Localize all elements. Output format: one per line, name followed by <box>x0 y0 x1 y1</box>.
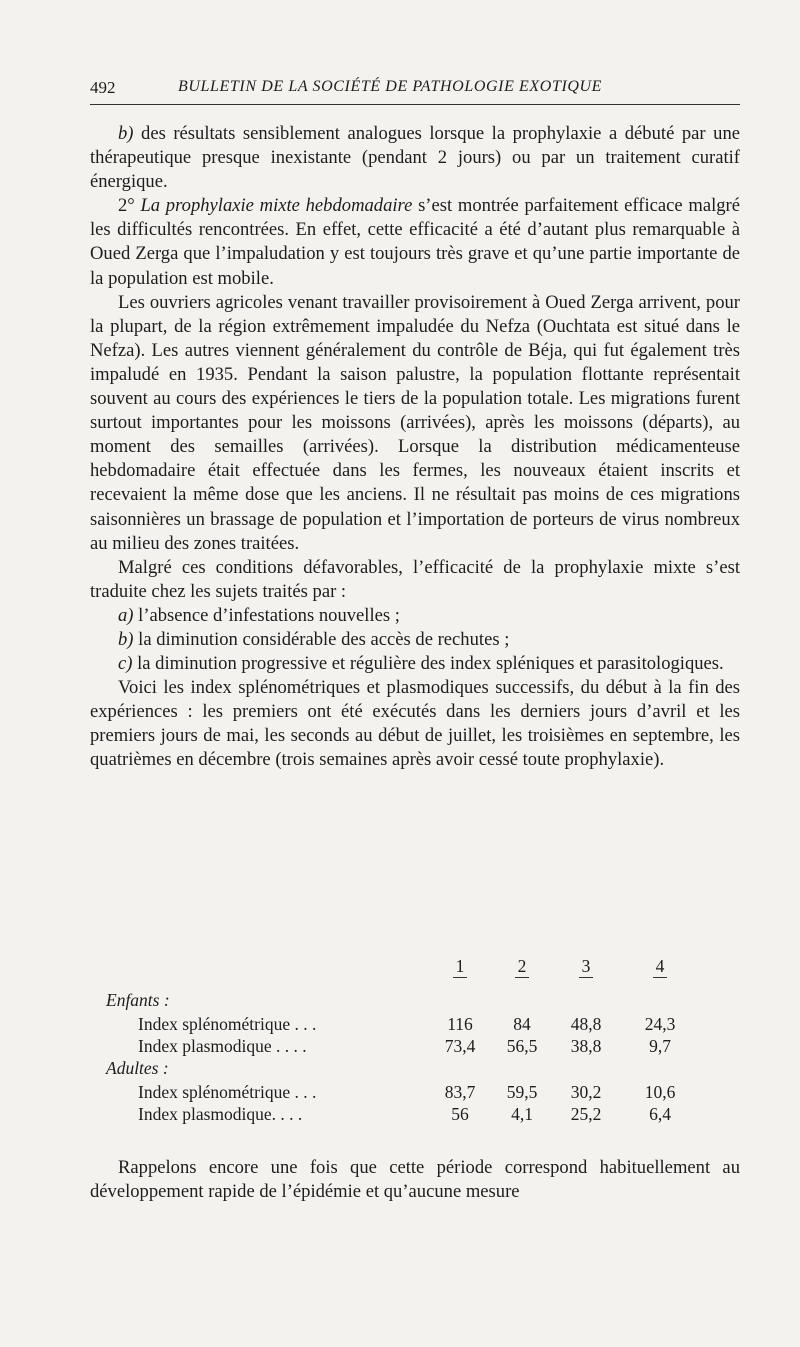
column-rule <box>653 977 667 978</box>
paragraph-text: s’est montrée parfaitement efficace malgré les difficultés rencontrées. En effet, cette efficacité a été d’autant plus remarquable à Oued Zerga que l’impaludation y est toujours très grave et qu’une partie importante de la population est mobile. <box>90 195 740 289</box>
list-letter: b) <box>118 123 134 144</box>
table-cell: 30,2 <box>570 1082 602 1102</box>
page-number: 492 <box>90 78 116 97</box>
table-cell: 59,5 <box>506 1082 538 1102</box>
table-cell: 6,4 <box>649 1104 671 1124</box>
paragraph: Voici les index splénométriques et plasmodiques successifs, du début à la fin des expériences : les premiers ont été exécutés dans les derniers jours d’avril et les premiers jours de mai, les seconds au début de juillet, les troisièmes en septembre, les quatrièmes en décembre (trois semaines après avoir cessé toute prophylaxie). <box>90 677 740 771</box>
list-item <box>90 628 740 652</box>
section-number: 2° <box>118 195 135 217</box>
table-row <box>90 1013 740 1035</box>
table-cell: 48,8 <box>570 1014 602 1034</box>
table-cell: 56 <box>451 1104 469 1124</box>
column-header: 1 <box>455 956 465 976</box>
table-column-headers <box>90 955 740 989</box>
paragraph <box>90 194 740 290</box>
table-cell: 38,8 <box>570 1036 602 1056</box>
table-row <box>90 1035 740 1057</box>
table-cell: 56,5 <box>506 1036 538 1056</box>
group-heading: Adultes : <box>106 1058 169 1078</box>
page-header <box>90 74 740 105</box>
closing-text <box>90 1156 740 1204</box>
column-header: 4 <box>655 956 665 976</box>
table-cell: 24,3 <box>644 1014 676 1034</box>
table-cell: 73,4 <box>444 1036 476 1056</box>
list-item-text: la diminution progressive et régulière des index spléniques et parasitologiques. <box>132 653 724 675</box>
column-rule <box>453 977 467 978</box>
paragraph: Les ouvriers agricoles venant travailler provisoirement à Oued Zerga arrivent, pour la plupart, de la région extrêmement impaludée du Nefza (Ouchtata est situé dans le Nefza). Les autres viennent généralement du contrôle de Béja, qui fut également très impaludé en 1935. Pendant la saison palustre, la population flottante représentait souvent au cours des expériences le tiers de la population totale. Les migrations furent surtout importantes pour les moissons (arrivées), après les moissons (départs), au moment des semailles (arrivées). Lorsque la distribution médicamenteuse hebdomadaire était effectuée dans les fermes, les nouveaux étaient inscrits et recevaient la même dose que les anciens. Il ne résultait pas moins de ces migrations saisonnières un brassage de population et l’importation de porteurs de virus nombreux au milieu des zones traitées. <box>90 291 740 554</box>
running-title: BULLETIN DE LA SOCIÉTÉ DE PATHOLOGIE EXOTIQUE <box>178 78 603 95</box>
list-item <box>90 652 740 676</box>
body-text <box>90 122 740 773</box>
section-title: La prophylaxie mixte hebdomadaire <box>140 195 413 217</box>
index-table <box>90 955 740 1125</box>
table-row <box>90 1081 740 1103</box>
column-header: 2 <box>517 956 527 976</box>
table-cell: 4,1 <box>511 1104 533 1124</box>
list-item-text: l’absence d’infestations nouvelles ; <box>133 604 400 626</box>
list-item-text: la diminution considérable des accès de rechutes ; <box>133 628 510 650</box>
table-cell: 9,7 <box>649 1036 671 1056</box>
paragraph: Malgré ces conditions défavorables, l’efficacité de la prophylaxie mixte s’est traduite chez les sujets traités par : <box>90 556 740 602</box>
column-header: 3 <box>581 956 591 976</box>
column-rule <box>579 977 593 978</box>
list-letter: c) <box>118 653 133 675</box>
row-label: Index splénométrique . . . <box>138 1082 317 1102</box>
paragraph <box>90 122 740 194</box>
row-label: Index plasmodique. . . . <box>138 1104 303 1124</box>
table-cell: 10,6 <box>644 1082 676 1102</box>
table-cell: 116 <box>447 1014 473 1034</box>
paragraph-text: des résultats sensiblement analogues lorsque la prophylaxie a débuté par une thérapeutique presque inexistante (pendant 2 jours) ou par un traitement curatif énergique. <box>90 123 740 193</box>
column-rule <box>515 977 529 978</box>
list-letter: a) <box>118 604 134 626</box>
table-cell: 83,7 <box>444 1082 476 1102</box>
table-row <box>90 1103 740 1125</box>
group-heading: Enfants : <box>106 990 170 1010</box>
row-label: Index plasmodique . . . . <box>138 1036 307 1056</box>
paragraph: Rappelons encore une fois que cette période correspond habituellement au développement rapide de l’épidémie et qu’aucune mesure <box>90 1157 740 1202</box>
table-cell: 84 <box>513 1014 531 1034</box>
list-letter: b) <box>118 628 134 650</box>
row-label: Index splénométrique . . . <box>138 1014 317 1034</box>
list-item <box>90 604 740 628</box>
table-cell: 25,2 <box>570 1104 602 1124</box>
